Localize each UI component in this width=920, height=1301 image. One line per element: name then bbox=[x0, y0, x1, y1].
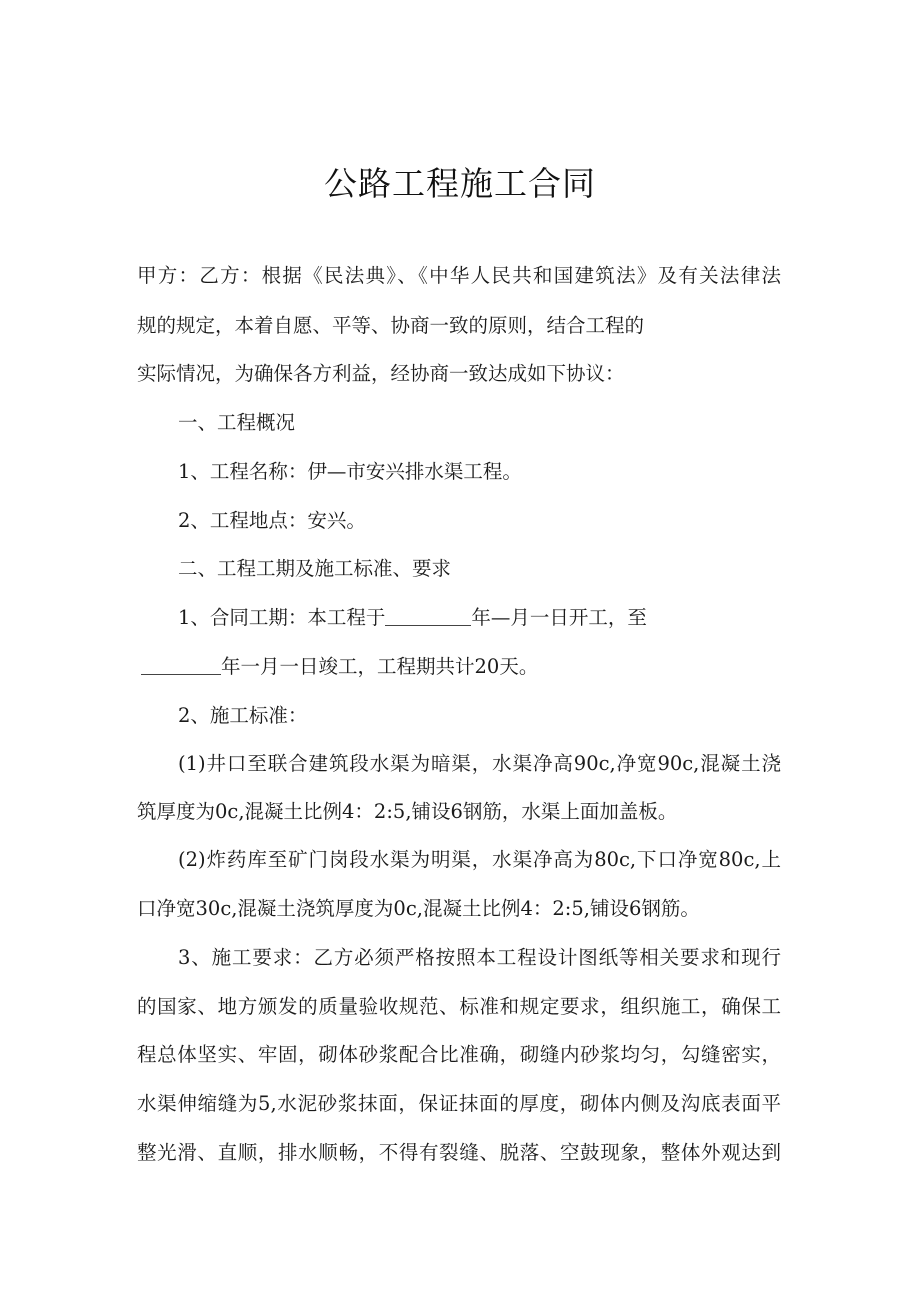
paragraph-line: 规的规定，本着自愿、平等、协商一致的原则，结合工程的 bbox=[137, 314, 645, 337]
paragraph-line: 3、施工要求：乙方必须严格按照本工程设计图纸等相关要求和现行 bbox=[178, 946, 781, 969]
end-year-blank[interactable] bbox=[141, 656, 221, 675]
paragraph-line: 水渠伸缩缝为5,水泥砂浆抹面，保证抹面的厚度，砌体内侧及沟底表面平 bbox=[137, 1092, 781, 1115]
paragraph-line: 2、工程地点：安兴。 bbox=[178, 509, 366, 532]
contract-period-start: 年—月一日开工，至 bbox=[471, 606, 647, 629]
paragraph-line: 1、工程名称：伊—市安兴排水渠工程。 bbox=[178, 460, 522, 483]
paragraph-line bbox=[178, 606, 647, 630]
contract-period-label: 1、合同工期：本工程于 bbox=[178, 606, 386, 629]
contract-period-end: 年一月一日竣工，工程期共计20天。 bbox=[221, 655, 539, 678]
paragraph-line: 实际情况，为确保各方利益，经协商一致达成如下协议： bbox=[137, 362, 625, 385]
section-heading: 一、工程概况 bbox=[178, 411, 296, 434]
paragraph-line bbox=[141, 655, 538, 679]
paragraph-line: (2)炸药库至矿门岗段水渠为明渠，水渠净高为80c,下口净宽80c,上 bbox=[178, 848, 781, 871]
paragraph-line: (1)井口至联合建筑段水渠为暗渠，水渠净高90c,净宽90c,混凝土浇 bbox=[178, 752, 781, 775]
paragraph-line: 口净宽30c,混凝土浇筑厚度为0c,混凝土比例4：2:5,铺设6钢筋。 bbox=[137, 897, 700, 920]
paragraph-line: 2、施工标准： bbox=[178, 704, 308, 727]
paragraph-line: 整光滑、直顺，排水顺畅，不得有裂缝、脱落、空鼓现象，整体外观达到 bbox=[137, 1141, 781, 1164]
paragraph-line: 甲方：乙方：根据《民法典》、《中华人民共和国建筑法》及有关法律法 bbox=[137, 264, 781, 287]
section-heading: 二、工程工期及施工标准、要求 bbox=[178, 557, 452, 580]
paragraph-line: 的国家、地方颁发的质量验收规范、标准和规定要求，组织施工，确保工 bbox=[137, 995, 781, 1018]
document-title: 公路工程施工合同 bbox=[324, 164, 596, 203]
start-year-blank[interactable] bbox=[385, 607, 471, 626]
paragraph-line: 筑厚度为0c,混凝土比例4：2:5,铺设6钢筋，水渠上面加盖板。 bbox=[137, 800, 678, 823]
paragraph-line: 程总体坚实、牢固，砌体砂浆配合比准确，砌缝内砂浆均匀，勾缝密实， bbox=[137, 1043, 781, 1066]
